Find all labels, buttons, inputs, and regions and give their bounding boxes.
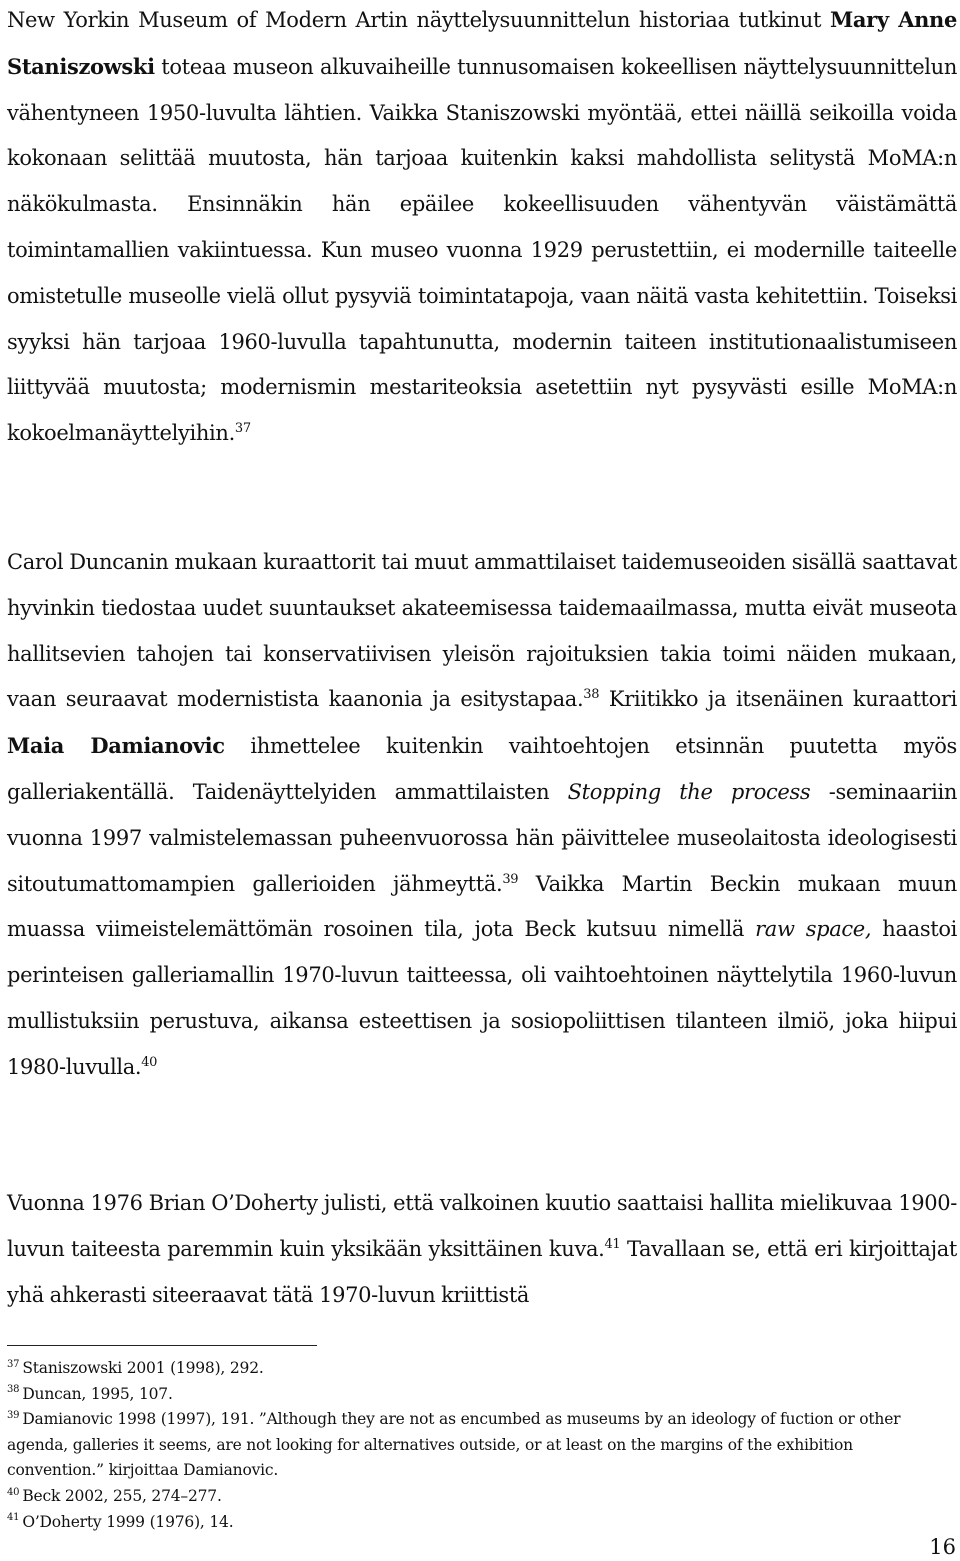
paragraph-text: Vaikka Martin Beckin mukaan muun muassa viimeistelemättömän rosoinen tila, jota Beck kutsuu nimellä <box>7 871 957 942</box>
footnote-40 <box>7 1484 937 1510</box>
footnote-reference: 41 <box>604 1236 621 1252</box>
footnote-number: 41 <box>7 1512 20 1524</box>
footnote-separator <box>7 1345 317 1346</box>
italic-title: raw space, <box>755 917 872 942</box>
footnote-37 <box>7 1356 937 1382</box>
paragraph-text: -seminaariin vuonna 1997 valmistelemassan puheenvuorossa hän päivittelee museolaitosta ideologisesti sitoutumattomampien gallerioiden jähmeyttä. <box>7 779 957 896</box>
paragraph-text: ihmettelee kuitenkin vaihtoehtojen etsinnän puutetta myös galleriakentällä. Taidenäyttelyiden ammattilaisten <box>7 734 957 804</box>
paragraph-text: toteaa museon alkuvaiheille tunnusomaisen kokeellisen näyttelysuunnittelun vähentyneen 1950-luvulta lähtien. Vaikka Staniszowski myöntää, ettei näillä seikoilla voida kokonaan selittää muutosta, hän tarjoaa kuitenkin kaksi mahdollista selitystä MoMA:n näkökulmasta. Ensinnäkin hän epäilee kokeellisuuden vähentyvän väistämättä toimintamallien vakiintuessa. Kun museo vuonna 1929 perustettiin, ei modernille taiteelle omistetulle museolle vielä ollut pysyviä toimintatapoja, vaan näitä vasta kehitettiin. Toiseksi syyksi hän tarjoaa 1960-luvulla tapahtunutta, modernin taiteen institutionaalistumiseen liittyvää muutosta; modernismin mestariteoksia asetettiin nyt pysyvästi esille MoMA:n kokoelmanäyttelyihin. <box>7 54 957 446</box>
footnote-text: Duncan, 1995, 107. <box>22 1384 173 1403</box>
footnote-number: 39 <box>7 1410 20 1422</box>
paragraph-text: Kriitikko ja itsenäinen kuraattori <box>599 687 957 712</box>
paragraph-text: Vuonna 1976 Brian O’Doherty julisti, että valkoinen kuutio saattaisi hallita mielikuvaa 1900-luvun taiteesta paremmin kuin yksikään yksittäinen kuva. <box>7 1191 957 1261</box>
footnote-number: 40 <box>7 1486 20 1498</box>
footnote-text: Damianovic 1998 (1997), 191. ”Although they are not as encumbed as museums by an ideology of fuction or other agenda, galleries it seems, are not looking for alternatives outside, or at least on the margins of the exhibition convention.” kirjoittaa Damianovic. <box>7 1410 901 1480</box>
footnote-41 <box>7 1510 937 1536</box>
paragraph-1 <box>7 0 957 457</box>
bold-name: Mary Anne Staniszowski <box>7 7 957 79</box>
italic-title: Stopping the process <box>567 779 811 804</box>
footnote-text: Beck 2002, 255, 274–277. <box>22 1486 222 1505</box>
paragraph-text: haastoi perinteisen galleriamallin 1970-luvun taitteessa, oli vaihtoehtoinen näyttelytila 1960-luvun mullistuksiin perustuva, aikansa esteettisen ja sosiopoliittisen tilanteen ilmiö, joka hiipui 1980-luvulla. <box>7 917 957 1079</box>
paragraph-2 <box>7 540 957 1091</box>
bold-name: Maia Damianovic <box>7 733 225 759</box>
footnote-reference: 37 <box>234 421 251 437</box>
footnote-text: Staniszowski 2001 (1998), 292. <box>22 1359 264 1377</box>
footnote-number: 37 <box>7 1358 20 1370</box>
footnote-reference: 39 <box>502 871 519 887</box>
footnote-reference: 40 <box>141 1054 158 1070</box>
paragraph-text: Carol Duncanin mukaan kuraattorit tai muut ammattilaiset taidemuseoiden sisällä saattavat hyvinkin tiedostaa uudet suuntaukset akateemisessa taidemaailmassa, mutta eivät museota hallitsevien tahojen tai konservatiivisen yleisön rajoituksien takia toimi näiden mukaan, vaan seuraavat modernistista kaanonia ja esitystapaa. <box>7 550 957 712</box>
page-number: 16 <box>929 1535 956 1559</box>
footnote-reference: 38 <box>583 687 600 703</box>
footnote-39 <box>7 1407 937 1484</box>
paragraph-text: New Yorkin Museum of Modern Artin näyttelysuunnittelun historiaa tutkinut <box>7 8 830 32</box>
footnote-38 <box>7 1382 937 1408</box>
footnote-text: O’Doherty 1999 (1976), 14. <box>22 1512 234 1531</box>
paragraph-text: Tavallaan se, että eri kirjoittajat yhä ahkerasti siteeraavat tätä 1970-luvun kriittistä <box>7 1236 958 1307</box>
paragraph-3 <box>7 1181 957 1318</box>
footnotes <box>7 1356 937 1535</box>
footnote-number: 38 <box>7 1384 20 1396</box>
